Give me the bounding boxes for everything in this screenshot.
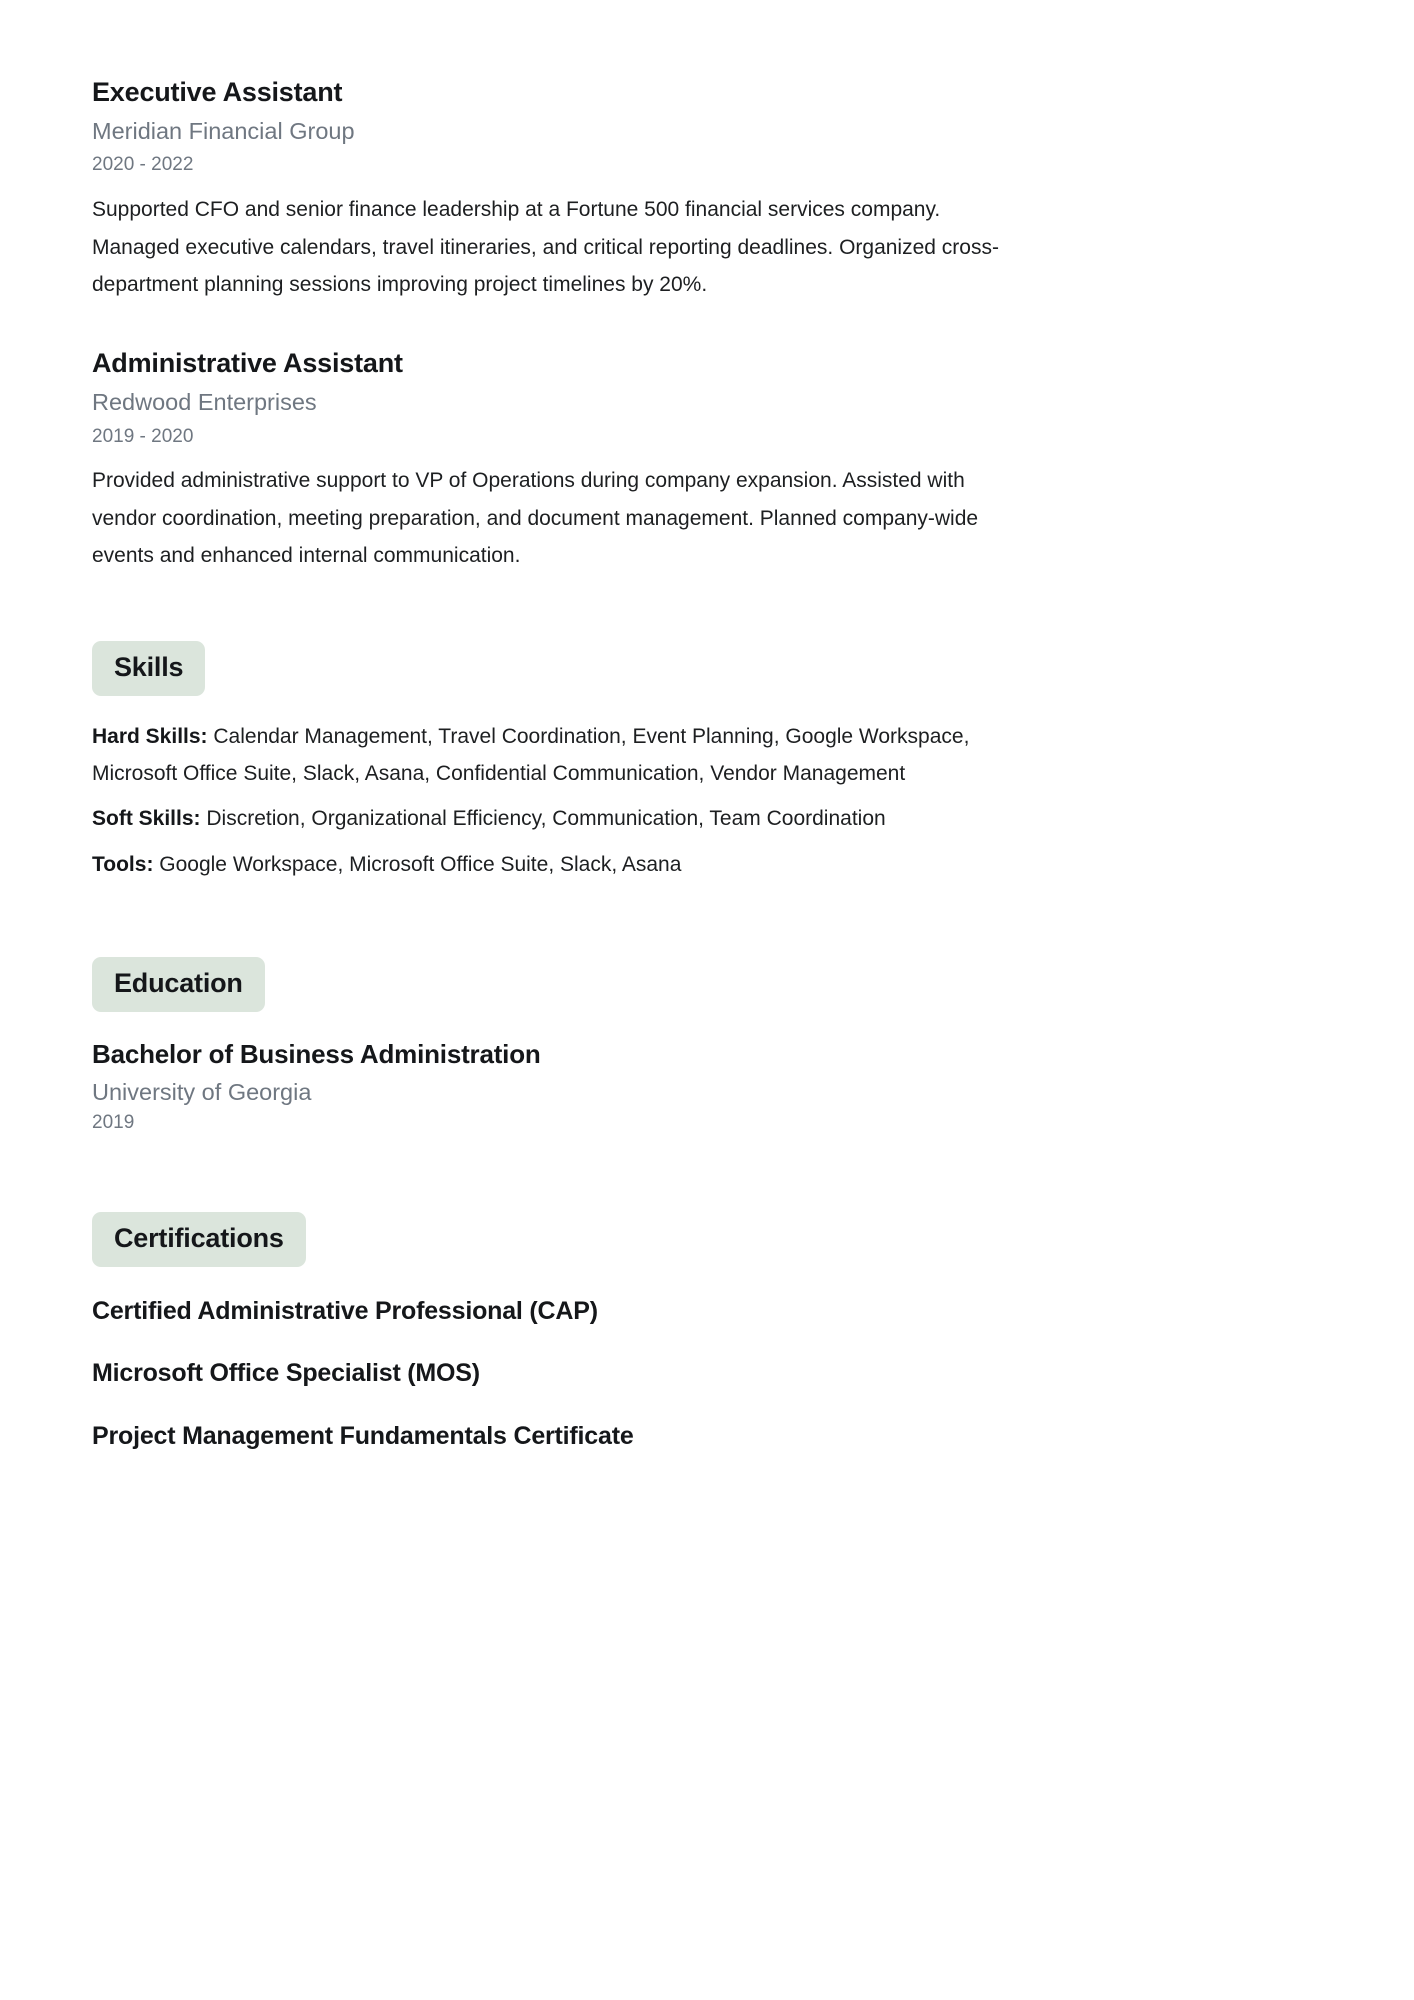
skills-line-label: Soft Skills: — [92, 807, 201, 831]
experience-entry — [92, 76, 1022, 303]
job-dates: 2020 - 2022 — [92, 154, 194, 176]
skills-section-heading-label: Skills — [114, 651, 184, 682]
certifications-section — [92, 1212, 1022, 1453]
experience-entry — [92, 347, 1022, 574]
education-entry — [92, 1038, 1022, 1136]
skills-list — [92, 718, 1022, 884]
education-section — [92, 957, 1022, 1136]
education-list — [92, 1038, 1022, 1136]
certification-item: Certified Administrative Professional (CAP) — [92, 1296, 598, 1325]
resume-content-column — [92, 76, 1022, 1452]
job-company: Redwood Enterprises — [92, 389, 317, 416]
certifications-section-heading — [92, 1212, 306, 1267]
skills-line-label: Hard Skills: — [92, 724, 208, 748]
education-school: University of Georgia — [92, 1078, 312, 1105]
skills-line-values: Google Workspace, Microsoft Office Suite, Slack, Asana — [153, 852, 682, 876]
education-degree: Bachelor of Business Administration — [92, 1039, 541, 1070]
job-title: Executive Assistant — [92, 77, 343, 107]
education-section-heading-label: Education — [114, 968, 243, 999]
skills-line-values: Discretion, Organizational Efficiency, Communication, Team Coordination — [200, 807, 886, 831]
skills-section — [92, 641, 1022, 884]
job-title: Administrative Assistant — [92, 348, 403, 379]
skills-section-heading — [92, 641, 205, 696]
job-dates: 2019 - 2020 — [92, 425, 194, 447]
skills-line — [92, 846, 1022, 883]
education-section-heading — [92, 957, 265, 1012]
skills-line — [92, 718, 1022, 793]
job-description: Supported CFO and senior finance leadership at a Fortune 500 financial services company. Managed executive calendars, travel itineraries, and critical reporting deadlines. Organized cross-department planning sessions improving project timelines by 20%. — [92, 198, 999, 296]
skills-line — [92, 800, 1022, 837]
job-description: Provided administrative support to VP of Operations during company expansion. Assisted with vendor coordination, meeting preparation, and document management. Planned company-wide events and enhanced internal communication. — [92, 469, 979, 568]
certification-item: Project Management Fundamentals Certificate — [92, 1421, 634, 1450]
skills-line-values: Calendar Management, Travel Coordination, Event Planning, Google Workspace, Microsoft Office Suite, Slack, Asana, Confidential Communication, Vendor Management — [92, 724, 970, 785]
education-year: 2019 — [92, 1112, 135, 1134]
job-company: Meridian Financial Group — [92, 117, 355, 144]
certifications-section-heading-label: Certifications — [114, 1222, 284, 1253]
skills-line-label: Tools: — [92, 852, 154, 876]
certification-item: Microsoft Office Specialist (MOS) — [92, 1359, 480, 1388]
experience-section — [92, 76, 1022, 575]
certifications-list — [92, 1295, 1022, 1453]
